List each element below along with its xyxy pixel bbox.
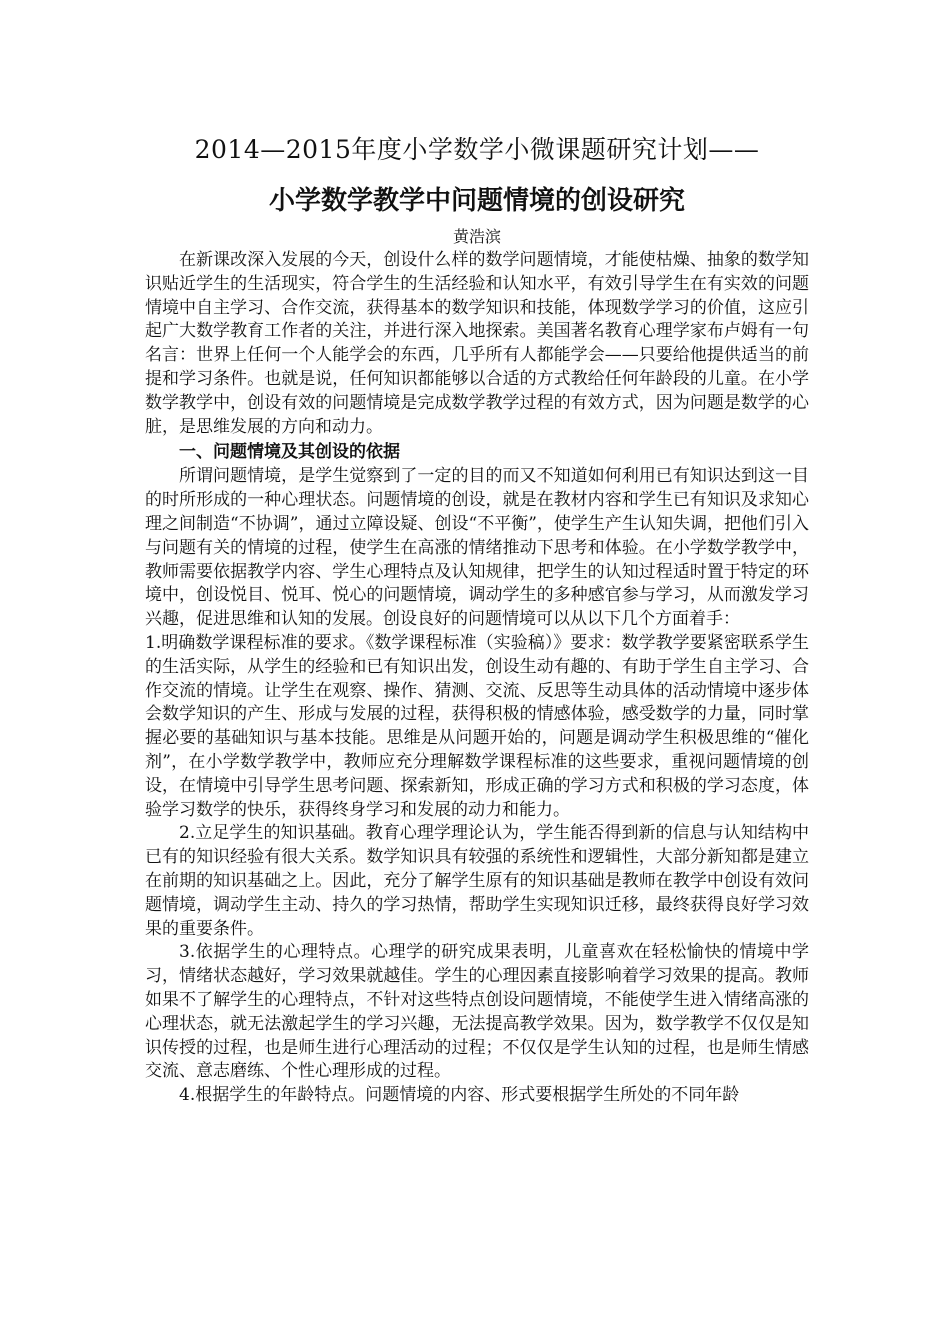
- document-title-line1: 2014—2015年度小学数学小微课题研究计划——: [194, 135, 760, 164]
- point1-paragraph: 1.明确数学课程标准的要求。《数学课程标准（实验稿）》要求：数学教学要紧密联系学生的生活实际，从学生的经验和已有知识出发，创设生动有趣的、有助于学生自主学习、合作交流的情境。让学生在观察、操作、猜测、交流、反思等生动具体的活动情境中逐步体会数学知识的产生、形成与发展的过程，获得积极的情感体验，感受数学的力量，同时掌握必要的基础知识与基本技能。思维是从问题开始的，问题是调动学生积极思维的“催化剂”，在小学数学教学中，教师应充分理解数学课程标准的这些要求，重视问题情境的创设，在情境中引导学生思考问题、探索新知，形成正确的学习方式和积极的学习态度，体验学习数学的快乐，获得终身学习和发展的动力和能力。: [145, 632, 809, 820]
- point4-paragraph: 4.根据学生的年龄特点。问题情境的内容、形式要根据学生所处的不同年龄: [179, 1085, 740, 1106]
- point3-paragraph: 3.依据学生的心理特点。心理学的研究成果表明，儿童喜欢在轻松愉快的情境中学习，情绪状态越好，学习效果就越佳。学生的心理因素直接影响着学习效果的提高。教师如果不了解学生的心理特点，不针对这些特点创设问题情境，不能使学生进入情绪高涨的心理状态，就无法激起学生的学习兴趣，无法提高教学效果。因为，数学教学不仅仅是知识传授的过程，也是师生进行心理活动的过程；不仅仅是学生认知的过程，也是师生情感交流、意志磨练、个性心理形成的过程。: [145, 942, 809, 1082]
- document-title-line2: 小学数学教学中问题情境的创设研究: [268, 186, 685, 216]
- section1-paragraph: 所谓问题情境，是学生觉察到了一定的目的而又不知道如何利用已有知识达到这一目的时所形成的一种心理状态。问题情境的创设，就是在教材内容和学生已有知识及求知心理之间制造“不协调”，通过立障设疑、创设“不平衡”，使学生产生认知失调，把他们引入与问题有关的情境的过程，使学生在高涨的情绪推动下思考和体验。在小学数学教学中，教师需要依据教学内容、学生心理特点及认知规律，把学生的认知过程适时置于特定的环境中，创设悦目、悦耳、悦心的问题情境，调动学生的多种感官参与学习，从而激发学习兴趣，促进思维和认知的发展。创设良好的问题情境可以从以下几个方面着手：: [145, 466, 809, 630]
- document-body: [145, 132, 809, 1108]
- point2-paragraph: 2.立足学生的知识基础。教育心理学理论认为，学生能否得到新的信息与认知结构中已有的知识经验有很大关系。数学知识具有较强的系统性和逻辑性，大部分新知都是建立在前期的知识基础之上。因此，充分了解学生原有的知识基础是教师在教学中创设有效问题情境，调动学生主动、持久的学习热情，帮助学生实现知识迁移，最终获得良好学习效果的重要条件。: [145, 823, 809, 939]
- author-name: 黄浩滨: [452, 227, 501, 246]
- intro-paragraph: 在新课改深入发展的今天，创设什么样的数学问题情境，才能使枯燥、抽象的数学知识贴近学生的生活现实，符合学生的生活经验和认知水平，有效引导学生在有实效的问题情境中自主学习、合作交流，获得基本的数学知识和技能，体现数学学习的价值，这应引起广大数学教育工作者的关注，并进行深入地探索。美国著名教育心理学家布卢姆有一句名言：世界上任何一个人能学会的东西，几乎所有人都能学会——只要给他提供适当的前提和学习条件。也就是说，任何知识都能够以合适的方式教给任何年龄段的儿童。在小学数学教学中，创设有效的问题情境是完成数学教学过程的有效方式，因为问题是数学的心脏，是思维发展的方向和动力。: [145, 250, 809, 437]
- section1-heading: 一、问题情境及其创设的依据: [179, 442, 400, 463]
